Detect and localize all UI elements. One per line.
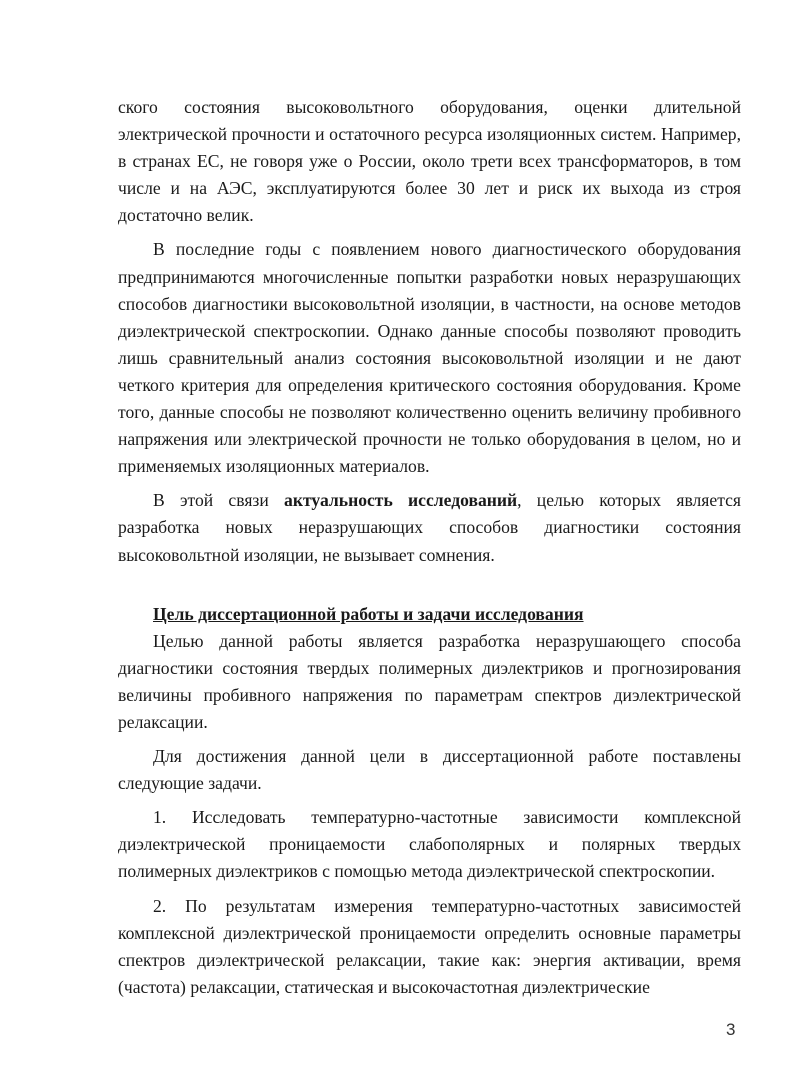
relevance-text-after: , целью которых является разработка новых неразрушающих способов диагностики состояния высоковольтной изоляции, не вызывает сомнения.: [118, 490, 742, 565]
paragraph-relevance: [118, 487, 741, 568]
paragraph-tasks-intro: Для достижения данной цели в диссертационной работе поставлены следующие задачи.: [118, 746, 741, 794]
task-item-2: 2. По результатам измерения температурно-частотных зависимостей комплексной диэлектрической проницаемости определить основные параметры спектров диэлектрической релаксации, такие как: энергия активации, время (частота) релаксации, статическая и высокочастотная диэлектрические: [118, 895, 741, 997]
paragraph-intro-continuation: ского состояния высоковольтного оборудования, оценки длительной электрической прочности и остаточного ресурса изоляционных систем. Например, в странах ЕС, не говоря уже о России, около трети всех трансформаторов, в том числе и на АЭС, эксплуатируются более 30 лет и риск их выхода из строя достаточно велик.: [118, 97, 741, 226]
section-heading-goals: Цель диссертационной работы и задачи исследования: [153, 603, 584, 624]
paragraph-diagnostic-methods: В последние годы с появлением нового диагностического оборудования предпринимаются многочисленные попытки разработки новых неразрушающих способов диагностики высоковольтной изоляции, в частности, на основе методов диэлектрической спектроскопии. Однако данные способы позволяют проводить лишь сравнительный анализ состояния высоковольтной изоляции и не дают четкого критерия для определения критического состояния оборудования. Кроме того, данные способы не позволяют количественно оценить величину пробивного напряжения или электрической прочности не только оборудования в целом, но и применяемых изоляционных материалов.: [118, 239, 741, 477]
page-number: 3: [726, 1020, 736, 1039]
document-page: [118, 94, 741, 1001]
task-item-1: 1. Исследовать температурно-частотные зависимости комплексной диэлектрической проницаемости слабополярных и полярных твердых полимерных диэлектриков с помощью метода диэлектрической спектроскопии.: [118, 807, 741, 882]
paragraph-goal: Целью данной работы является разработка неразрушающего способа диагностики состояния твердых полимерных диэлектриков и прогнозирования величины пробивного напряжения по параметрам спектров диэлектрической релаксации.: [118, 630, 741, 732]
relevance-text-before: В этой связи: [153, 490, 285, 511]
relevance-bold-term: актуальность исследований: [284, 490, 518, 511]
